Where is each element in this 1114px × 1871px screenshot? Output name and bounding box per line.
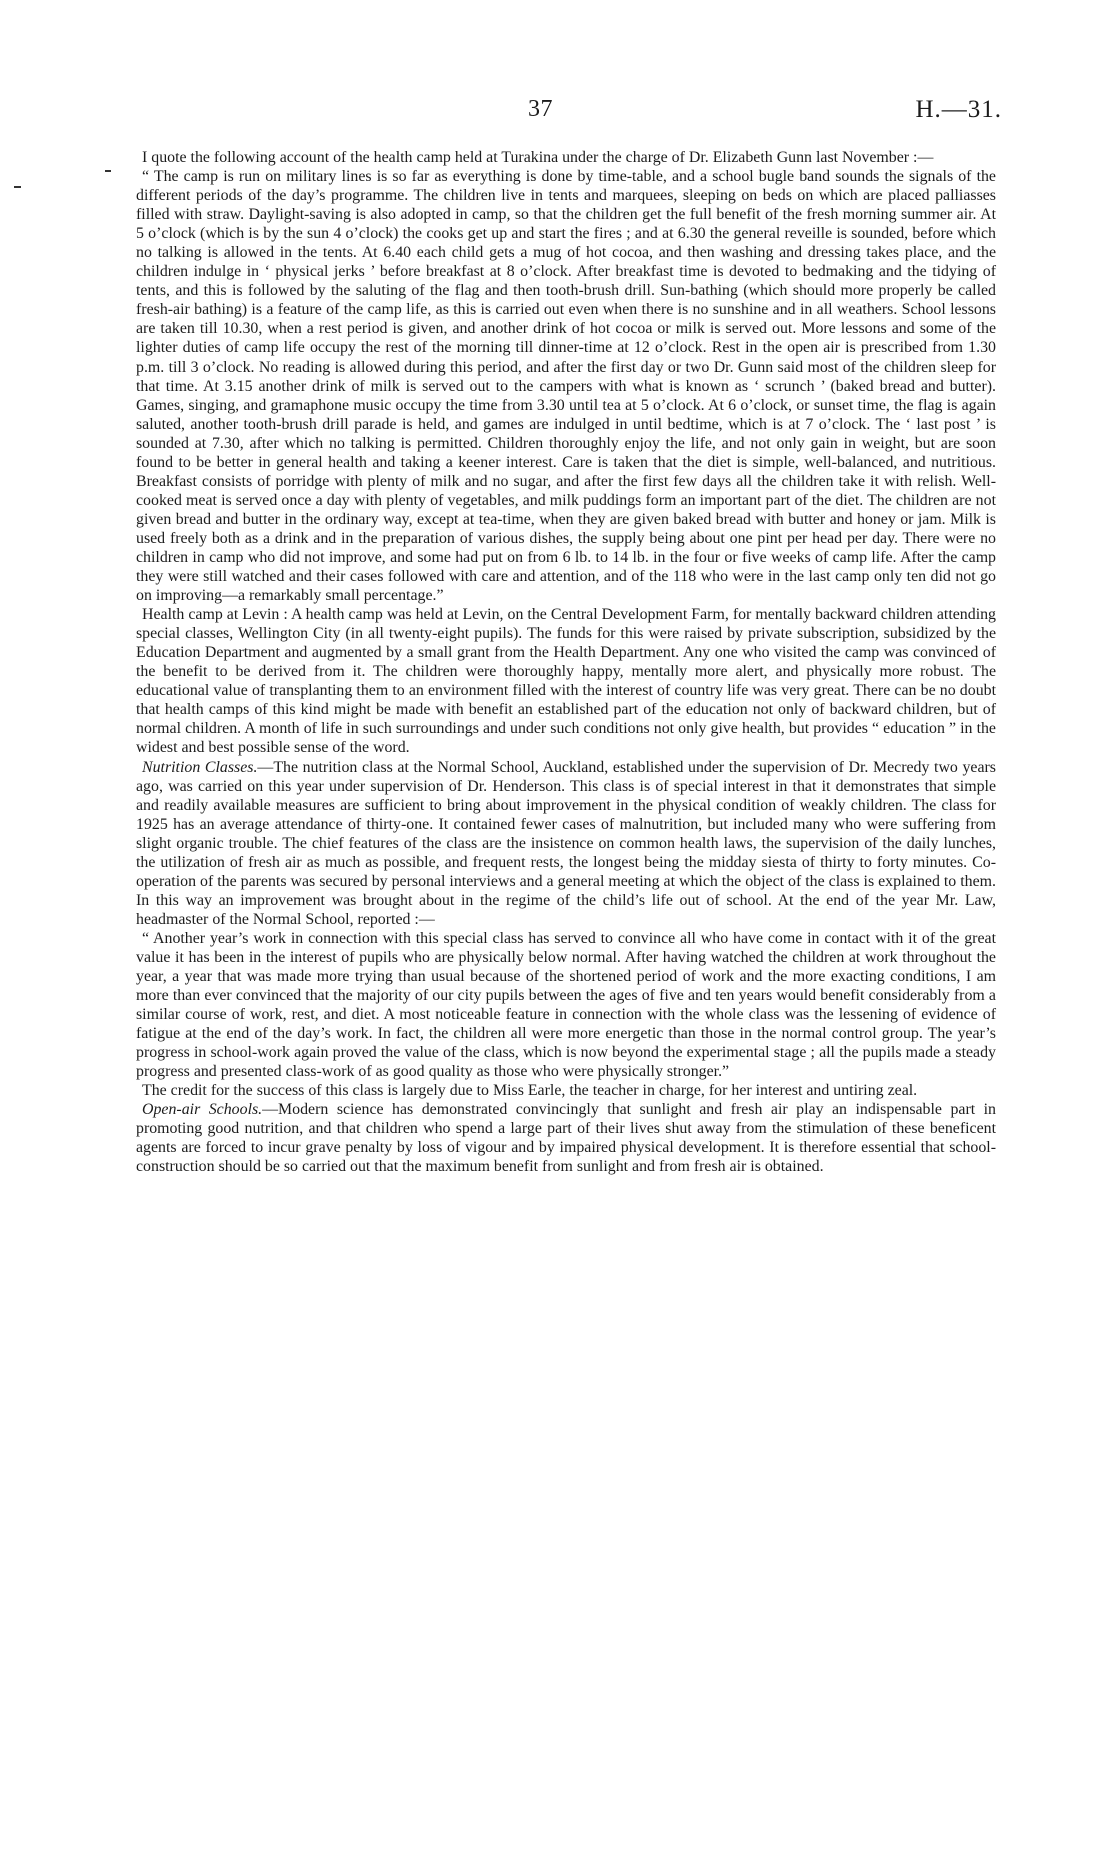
paragraph-text: I quote the following account of the health camp held at Turakina under the charge of Dr. Elizabeth Gunn last November :— bbox=[142, 149, 934, 166]
paragraph-text: Health camp at Levin : A health camp was held at Levin, on the Central Development Farm, for mentally backward children attending special classes, Wellington City (in all twenty-eight pupils). The funds for this were raised by private subscription, subsidized by the Education Department and augmented by a small grant from the Health Department. Any one who visited the camp was convinced of the benefit to be derived from it. The children were thoroughly happy, mentally more alert, and physically more robust. The educational value of transplanting them to an environment filled with the interest of country life was very great. There can be no doubt that health camps of this kind might be made with benefit an established part of the education not only of backward children, but of normal children. A month of life in such surroundings and under such conditions not only give health, but provides “ education ” in the widest and best possible sense of the word. bbox=[136, 606, 996, 757]
paragraph-law-report-quote bbox=[136, 929, 996, 1081]
paragraph-text: “ The camp is run on military lines is so far as everything is done by time-table, and a school bugle band sounds the signals of the different periods of the day’s programme. The children live in tents and marquees, sleeping on beds on which are placed palliasses filled with straw. Daylight-saving is also adopted in camp, so that the children get the full benefit of the fresh morning summer air. At 5 o’clock (which is by the sun 4 o’clock) the cooks get up and start the fires ; and at 6.30 the general reveille is sounded, before which no talking is allowed in the tents. At 6.40 each child gets a mug of hot cocoa, and then washing and dressing takes place, and the children indulge in ‘ physical jerks ’ before breakfast at 8 o’clock. After breakfast time is devoted to bedmaking and the tidying of tents, and this is followed by the saluting of the flag and then tooth-brush drill. Sun-bathing (which should more properly be called fresh-air bathing) is a feature of the camp life, as this is carried out even when there is no sunshine and in all weathers. School lessons are taken till 10.30, when a rest period is given, and another drink of hot cocoa or milk is served out. More lessons and some of the lighter duties of camp life occupy the rest of the morning till dinner-time at 12 o’clock. Rest in the open air is prescribed from 1.30 p.m. till 3 o’clock. No reading is allowed during this period, and after the first day or two Dr. Gunn said most of the children sleep for that time. At 3.15 another drink of milk is served out to the campers with what is known as ‘ scrunch ’ (baked bread and butter). Games, singing, and gramaphone music occupy the time from 3.30 until tea at 5 o’clock. At 6 o’clock, or sunset time, the flag is again saluted, another tooth-brush drill parade is held, and games are indulged in until bedtime, which is at 7 o’clock. The ‘ last post ’ is sounded at 7.30, after which no talking is permitted. Children thoroughly enjoy the life, and not only gain in weight, but are soon found to be better in general health and taking a keener interest. Care is taken that the diet is simple, well-balanced, and nutritious. Breakfast consists of porridge with plenty of milk and no sugar, and after the first few days all the children take it with relish. Well-cooked meat is served once a day with plenty of vegetables, and milk puddings form an important part of the diet. The children are not given bread and butter in the ordinary way, except at tea-time, when they are given baked bread with butter and honey or jam. Milk is used freely both as a drink and in the preparation of various dishes, the supply being about one pint per head per day. There were no children in camp who did not improve, and some had put on from 6 lb. to 14 lb. in the four or five weeks of camp life. After the camp they were still watched and their cases followed with care and attention, and of the 118 who were in the last camp only ten did not go on improving—a remarkably small percentage.” bbox=[136, 168, 996, 605]
section-lead: Open-air Schools. bbox=[142, 1101, 263, 1119]
margin-mark bbox=[105, 170, 111, 172]
paragraph-intro bbox=[136, 148, 996, 167]
paragraph-camp-quote bbox=[136, 167, 996, 605]
paragraph-nutrition-classes bbox=[136, 758, 996, 929]
page-header bbox=[0, 96, 1114, 136]
paragraph-text: —Modern science has demonstrated convincingly that sunlight and fresh air play an indispensable part in promoting good nutrition, and that children who spend a large part of their lives shut away from the stimulation of these beneficent agents are forced to incur grave penalty by loss of vigour and by impaired physical development. It is therefore essential that school-construction should be so carried out that the maximum benefit from sunlight and from fresh air is obtained. bbox=[136, 1101, 996, 1176]
paragraph-text: —The nutrition class at the Normal School, Auckland, established under the supervision of Dr. Mecredy two years ago, was carried on this year under supervision of Dr. Henderson. This class is of special interest in that it demonstrates that simple and readily available measures are sufficient to bring about improvement in the physical condition of weakly children. The class for 1925 has an average attendance of thirty-one. It contained fewer cases of malnutrition, but included many who were suffering from slight organic trouble. The chief features of the class are the insistence on common health laws, the supervision of the daily lunches, the utilization of fresh air as much as possible, and frequent rests, the longest being the midday siesta of thirty to forty minutes. Co-operation of the parents was secured by personal interviews and a general meeting at which the object of the class is explained to them. In this way an improvement was brought about in the regime of the child’s life out of school. At the end of the year Mr. Law, headmaster of the Normal School, reported :— bbox=[136, 758, 996, 928]
paragraph-text: The credit for the success of this class is largely due to Miss Earle, the teacher in charge, for her interest and untiring zeal. bbox=[142, 1082, 918, 1100]
paragraph-levin-camp bbox=[136, 605, 996, 757]
body-text bbox=[136, 148, 996, 1177]
document-code: H.—31. bbox=[915, 96, 1002, 123]
paragraph-text: “ Another year’s work in connection with this special class has served to convince all who have come in contact with it of the great value it has been in the interest of pupils who are physically below normal. After having watched the children at work throughout the year, a year that was made more trying than usual because of the shortened period of work and the more exacting conditions, I am more than ever convinced that the majority of our city pupils between the ages of five and ten years would benefit considerably from a similar course of work, rest, and diet. A most noticeable feature in connection with the whole class was the lessening of evidence of fatigue at the end of the day’s work. In fact, the children all were more energetic than those in the normal control group. The year’s progress in school-work again proved the value of the class, which is now beyond the experimental stage ; all the pupils made a steady progress and presented class-work of as good quality as those who were physically stronger.” bbox=[136, 929, 996, 1081]
paragraph-open-air-schools bbox=[136, 1100, 996, 1176]
margin-mark bbox=[14, 186, 21, 188]
section-lead: Nutrition Classes. bbox=[142, 758, 258, 776]
page-number: 37 bbox=[528, 96, 553, 122]
paragraph-credit bbox=[136, 1081, 996, 1100]
